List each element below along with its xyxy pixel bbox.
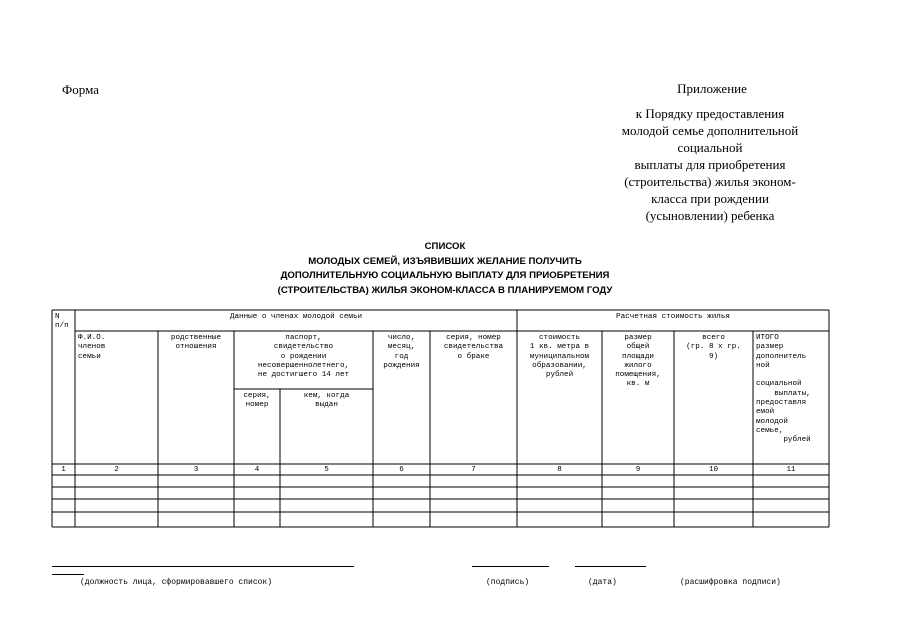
header-fio: Ф.И.О. членов семьи xyxy=(78,334,106,361)
signature-caption: (подпись) xyxy=(486,578,530,587)
table-row[interactable] xyxy=(52,499,829,512)
date-line[interactable] xyxy=(575,566,646,567)
document-title: СПИСОК МОЛОДЫХ СЕМЕЙ, ИЗЪЯВИВШИХ ЖЕЛАНИЕ ПОЛУЧИТЬ ДОПОЛНИТЕЛЬНУЮ СОЦИАЛЬНУЮ ВЫПЛАТУ ДЛЯ ПРИОБРЕТЕНИЯ (СТРОИТЕЛЬСТВА) ЖИЛЬЯ ЭКОНОМ-КЛАССА В ПЛАНИРУЕМОМ ГОДУ xyxy=(277,241,613,296)
col-number: 5 xyxy=(324,466,329,474)
appendix-block xyxy=(596,80,824,224)
appendix-title: Приложение xyxy=(677,81,747,96)
header-np: N п/п xyxy=(55,313,69,331)
appendix-text: к Порядку предоставления молодой семье дополнительной социальной выплаты для приобретения (строительства) жилья эконом- класса при рождении (усыновлении) ребенка xyxy=(621,106,799,223)
header-series-num: серия, номер xyxy=(243,392,271,410)
col-number: 4 xyxy=(254,466,260,474)
table-row[interactable] xyxy=(52,487,829,499)
col-number: 3 xyxy=(193,466,199,474)
col-number: 8 xyxy=(557,466,562,474)
header-area: размер общей площади жилого помещения, кв. м xyxy=(615,334,661,389)
position-caption: (должность лица, сформировавшего список) xyxy=(80,578,273,587)
header-marriage-cert: серия, номер свидетельства о браке xyxy=(443,334,504,361)
header-relation: родственные отношения xyxy=(170,334,222,352)
col-number: 11 xyxy=(786,466,796,474)
table-row[interactable] xyxy=(52,512,829,527)
col-number: 6 xyxy=(399,466,404,474)
header-itogo: ИТОГО размер дополнитель ной социальной выплаты, предоставля емой молодой семье, рублей xyxy=(756,334,811,445)
header-issued-by: кем, когда выдан xyxy=(303,392,350,410)
date-caption: (дата) xyxy=(588,578,617,587)
header-total: всего (гр. 8 x гр. 9) xyxy=(686,334,741,361)
col-number: 7 xyxy=(471,466,476,474)
header-passport: паспорт, свидетельство о рождении несовершеннолетнего, не достигшего 14 лет xyxy=(257,334,350,380)
signature-line[interactable] xyxy=(472,566,549,567)
col-number: 9 xyxy=(635,466,641,474)
col-number: 10 xyxy=(708,466,719,474)
decoding-caption: (расшифровка подписи) xyxy=(680,578,781,587)
position-line[interactable] xyxy=(52,566,354,567)
col-number: 2 xyxy=(114,466,119,474)
col-number: 1 xyxy=(61,466,66,474)
header-cost-per-m2: стоимость 1 кв. метра в муниципальном образовании, рублей xyxy=(529,334,590,380)
header-group-family: Данные о членах молодой семьи xyxy=(229,313,363,321)
position-line-extra xyxy=(52,574,84,575)
header-birth-date: число, месяц, год рождения xyxy=(383,334,420,370)
header-group-cost: Расчетная стоимость жилья xyxy=(616,313,730,321)
table-row[interactable] xyxy=(52,475,829,487)
form-label: Форма xyxy=(62,82,99,97)
